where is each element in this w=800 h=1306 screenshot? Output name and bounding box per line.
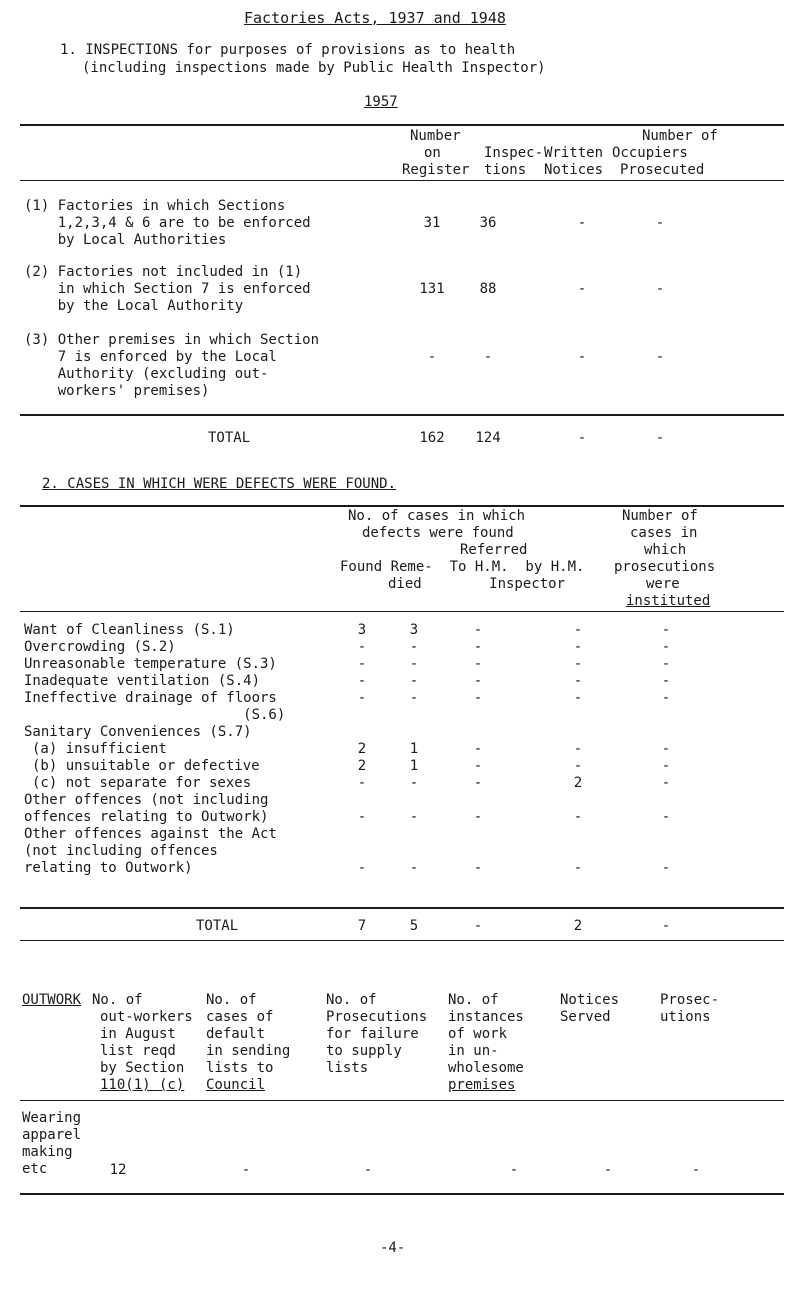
table1-top-rule — [20, 124, 784, 126]
t2-pros-header-4: prosecutions — [614, 559, 716, 575]
outwork-value-prosecutions: - — [363, 1162, 373, 1178]
t2-cell-prosecutions: - — [661, 622, 671, 638]
t2-cell-prosecutions: - — [661, 656, 671, 672]
outwork-value-default: - — [241, 1162, 251, 1178]
section1-heading-line2: (including inspections made by Public Health Inspector) — [82, 60, 546, 76]
t2-header-3: Referred — [460, 542, 528, 558]
outwork-header-col3: Prosecutions — [326, 1009, 428, 1025]
t2-cell-prosecutions: - — [661, 809, 671, 825]
t2-cell-found: - — [357, 860, 367, 876]
t2-row-label: Ineffective drainage of floors — [24, 690, 277, 706]
outwork-header-col4: in un- — [448, 1043, 499, 1059]
t1-total-notices: - — [577, 430, 587, 446]
t2-cell-to-hm: - — [473, 622, 483, 638]
page-title: Factories Acts, 1937 and 1948 — [244, 9, 506, 27]
t1-row3-label-4: workers' premises) — [24, 383, 210, 399]
t1-total-prosecuted: - — [655, 430, 665, 446]
t1-row1-label-1: (1) Factories in which Sections — [24, 198, 286, 214]
col-header-inspections-1: Inspec- — [484, 145, 544, 161]
t2-cell-remedied: 1 — [409, 758, 419, 774]
t1-row1-register: 31 — [423, 215, 441, 231]
t2-row-label: Unreasonable temperature (S.3) — [24, 656, 277, 672]
t2-cell-prosecutions: - — [661, 775, 671, 791]
outwork-header-col5: Served — [560, 1009, 611, 1025]
t2-total-to-hm: - — [473, 918, 483, 934]
t2-row-label: (not including offences — [24, 843, 218, 859]
t2-row-label: Overcrowding (S.2) — [24, 639, 176, 655]
t1-row1-prosecuted: - — [655, 215, 665, 231]
t1-row2-inspections: 88 — [479, 281, 497, 297]
t2-row-label: offences relating to Outwork) — [24, 809, 269, 825]
t2-cell-to-hm: - — [473, 656, 483, 672]
t2-cell-remedied: - — [409, 639, 419, 655]
t2-cell-to-hm: - — [473, 639, 483, 655]
t2-pros-header-3: which — [644, 542, 687, 558]
t2-cell-prosecutions: - — [661, 639, 671, 655]
t2-cell-to-hm: - — [473, 741, 483, 757]
t2-cell-to-hm: - — [473, 690, 483, 706]
outwork-bottom-rule — [20, 1193, 784, 1195]
outwork-header-col1: in August — [100, 1026, 176, 1042]
col-header-register-2: on — [424, 145, 441, 161]
col-header-notices-1: Number of — [642, 128, 718, 144]
t2-cell-to-hm: - — [473, 673, 483, 689]
t2-cell-found: - — [357, 656, 367, 672]
t2-cell-found: 2 — [357, 741, 367, 757]
t1-row2-label-1: (2) Factories not included in (1) — [24, 264, 303, 280]
t2-cell-to-hm: - — [473, 758, 483, 774]
table1-total-rule — [20, 414, 784, 416]
t2-row-label: Sanitary Conveniences (S.7) — [24, 724, 252, 740]
table2-header-rule — [20, 611, 784, 612]
t2-cell-found: 2 — [357, 758, 367, 774]
t2-row-label: Inadequate ventilation (S.4) — [24, 673, 261, 689]
col-header-notices-3: Notices — [544, 162, 604, 178]
t1-row1-label-3: by Local Authorities — [24, 232, 227, 248]
outwork-header-col4: premises — [448, 1077, 516, 1093]
outwork-header-col2: default — [206, 1026, 266, 1042]
t1-row3-label-3: Authority (excluding out- — [24, 366, 269, 382]
col-header-register-1: Number — [410, 128, 461, 144]
outwork-header-col2: No. of — [206, 992, 257, 1008]
t1-row2-prosecuted: - — [655, 281, 665, 297]
page-number: -4- — [380, 1240, 406, 1256]
t2-cell-remedied: - — [409, 775, 419, 791]
table1-header-rule — [20, 180, 784, 181]
t2-row-label: Want of Cleanliness (S.1) — [24, 622, 235, 638]
t2-header-5: died Inspector — [388, 576, 566, 592]
t2-cell-to-hm: - — [473, 860, 483, 876]
t1-row2-register: 131 — [419, 281, 445, 297]
t2-cell-prosecutions: - — [661, 758, 671, 774]
outwork-header-col1: list reqd — [100, 1043, 176, 1059]
t2-cell-by-hm: - — [573, 656, 583, 672]
t2-cell-remedied: - — [409, 673, 419, 689]
t2-cell-remedied: - — [409, 656, 419, 672]
t2-cell-to-hm: - — [473, 809, 483, 825]
year-label: 1957 — [364, 94, 398, 110]
t2-cell-by-hm: - — [573, 809, 583, 825]
outwork-value-prosec: - — [691, 1162, 701, 1178]
t2-row-label: (a) insufficient — [32, 741, 167, 757]
outwork-header-col1: out-workers — [100, 1009, 193, 1025]
table2-total-rule — [20, 907, 784, 909]
t2-cell-found: - — [357, 639, 367, 655]
section1-heading-line1: 1. INSPECTIONS for purposes of provisions as to health — [60, 42, 516, 58]
t2-row-label: (S.6) — [24, 707, 286, 723]
t1-row3-register: - — [427, 349, 437, 365]
t2-cell-found: - — [357, 690, 367, 706]
t2-row-label: relating to Outwork) — [24, 860, 193, 876]
outwork-label: OUTWORK — [22, 992, 82, 1008]
t1-total-register: 162 — [419, 430, 445, 446]
outwork-header-col6: Prosec- — [660, 992, 720, 1008]
outwork-header-col3: No. of — [326, 992, 377, 1008]
t1-row2-label-2: in which Section 7 is enforced — [24, 281, 311, 297]
col-header-register-3: Register — [402, 162, 470, 178]
t1-row1-label-2: 1,2,3,4 & 6 are to be enforced — [24, 215, 311, 231]
t2-cell-by-hm: - — [573, 690, 583, 706]
outwork-header-col1: by Section — [100, 1060, 185, 1076]
t2-pros-header-5: were — [646, 576, 680, 592]
section2-heading: 2. CASES IN WHICH WERE DEFECTS WERE FOUND. — [42, 476, 397, 492]
t2-cell-by-hm: - — [573, 622, 583, 638]
t2-row-label: Other offences against the Act — [24, 826, 277, 842]
col-header-inspections-2: tions — [484, 162, 527, 178]
t2-cell-remedied: 1 — [409, 741, 419, 757]
t2-header-2: defects were found — [362, 525, 514, 541]
t2-header-1: No. of cases in which — [348, 508, 526, 524]
t1-total-inspections: 124 — [475, 430, 501, 446]
table2-top-rule — [20, 505, 784, 507]
t2-cell-by-hm: - — [573, 860, 583, 876]
t1-row1-inspections: 36 — [479, 215, 497, 231]
t2-cell-prosecutions: - — [661, 741, 671, 757]
t2-cell-remedied: - — [409, 690, 419, 706]
outwork-header-col6: utions — [660, 1009, 711, 1025]
outwork-row-label-1: Wearing — [22, 1110, 82, 1126]
outwork-value-outworkers: 12 — [109, 1162, 127, 1178]
outwork-row-label-2: apparel — [22, 1127, 82, 1143]
col-header-prosecuted-2: Prosecuted — [620, 162, 705, 178]
outwork-row-label-4: etc — [22, 1161, 48, 1177]
t2-cell-by-hm: 2 — [573, 775, 583, 791]
t2-cell-prosecutions: - — [661, 690, 671, 706]
outwork-header-col2: in sending — [206, 1043, 291, 1059]
t2-total-prosecutions: - — [661, 918, 671, 934]
t2-cell-prosecutions: - — [661, 673, 671, 689]
outwork-header-col1: No. of — [92, 992, 143, 1008]
t2-header-4: Found Reme- To H.M. by H.M. — [340, 559, 585, 575]
outwork-row-label-3: making — [22, 1144, 73, 1160]
t2-total-label: TOTAL — [196, 918, 239, 934]
t2-cell-found: - — [357, 809, 367, 825]
col-header-prosecuted-1: Occupiers — [612, 145, 688, 161]
outwork-value-notices: - — [603, 1162, 613, 1178]
outwork-header-col3: to supply — [326, 1043, 402, 1059]
t1-row3-label-1: (3) Other premises in which Section — [24, 332, 320, 348]
outwork-header-col4: wholesome — [448, 1060, 524, 1076]
outwork-value-instances: - — [509, 1162, 519, 1178]
t2-total-by-hm: 2 — [573, 918, 583, 934]
outwork-header-col5: Notices — [560, 992, 620, 1008]
t1-row1-notices: - — [577, 215, 587, 231]
t1-row3-label-2: 7 is enforced by the Local — [24, 349, 277, 365]
t2-pros-header-6: instituted — [626, 593, 711, 609]
t2-pros-header-1: Number of — [622, 508, 698, 524]
t2-row-label: (c) not separate for sexes — [32, 775, 252, 791]
outwork-header-col4: instances — [448, 1009, 524, 1025]
col-header-notices-2: Written — [544, 145, 604, 161]
t2-cell-to-hm: - — [473, 775, 483, 791]
t2-pros-header-2: cases in — [630, 525, 698, 541]
t1-row3-inspections: - — [483, 349, 493, 365]
t2-cell-by-hm: - — [573, 741, 583, 757]
outwork-header-rule — [20, 1100, 784, 1101]
table2-bottom-rule — [20, 940, 784, 941]
outwork-header-col4: of work — [448, 1026, 508, 1042]
t2-cell-found: - — [357, 775, 367, 791]
outwork-header-col1: 110(1) (c) — [100, 1077, 185, 1093]
t2-row-label: Other offences (not including — [24, 792, 269, 808]
t2-cell-remedied: - — [409, 860, 419, 876]
outwork-header-col4: No. of — [448, 992, 499, 1008]
t2-cell-remedied: 3 — [409, 622, 419, 638]
t1-row3-notices: - — [577, 349, 587, 365]
t1-row2-notices: - — [577, 281, 587, 297]
t1-row3-prosecuted: - — [655, 349, 665, 365]
t2-cell-by-hm: - — [573, 639, 583, 655]
t2-cell-by-hm: - — [573, 758, 583, 774]
t2-row-label: (b) unsuitable or defective — [32, 758, 260, 774]
t2-cell-prosecutions: - — [661, 860, 671, 876]
outwork-header-col2: cases of — [206, 1009, 274, 1025]
t2-cell-by-hm: - — [573, 673, 583, 689]
outwork-header-col2: Council — [206, 1077, 266, 1093]
t1-row2-label-3: by the Local Authority — [24, 298, 244, 314]
t2-total-found: 7 — [357, 918, 367, 934]
t2-total-remedied: 5 — [409, 918, 419, 934]
t1-total-label: TOTAL — [208, 430, 251, 446]
t2-cell-found: 3 — [357, 622, 367, 638]
t2-cell-remedied: - — [409, 809, 419, 825]
outwork-header-col3: lists — [326, 1060, 369, 1076]
t2-cell-found: - — [357, 673, 367, 689]
outwork-header-col3: for failure — [326, 1026, 419, 1042]
outwork-header-col2: lists to — [206, 1060, 274, 1076]
